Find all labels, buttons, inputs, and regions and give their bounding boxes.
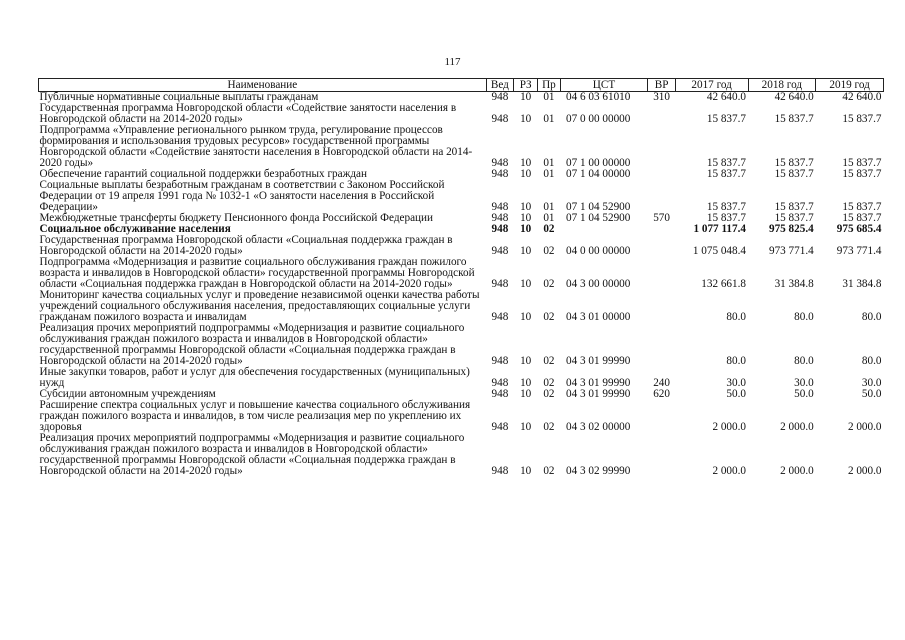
- cell-2019: 2 000.0: [847, 465, 882, 477]
- cell-name: Реализация прочих мероприятий подпрограммы «Модернизация и развитие социального обслуживания граждан пожилого возраста и инвалидов в Новгородской области» государственной программы Новгородской области «Социальная поддержка граждан в Новгородской области на 2014-2020 годы»: [39, 432, 465, 477]
- cell-2017: 30.0: [726, 377, 746, 389]
- header-name: Наименование: [39, 79, 487, 92]
- cell-rz: 10: [520, 377, 532, 389]
- cell-2019: 80.0: [861, 355, 882, 367]
- cell-2017: 42 640.0: [706, 91, 746, 103]
- cell-ved: 948: [491, 212, 509, 224]
- cell-cst: 04 6 03 61010: [566, 91, 631, 103]
- cell-cst: 07 1 04 52900: [566, 201, 631, 213]
- header-vr: ВР: [648, 79, 675, 92]
- cell-rz: 10: [520, 311, 532, 323]
- cell-ved: 948: [491, 278, 509, 290]
- cell-vr: [648, 169, 675, 180]
- cell-2019: 80.0: [861, 311, 882, 323]
- cell-2019: 15 837.7: [842, 168, 882, 180]
- table-body: [39, 92, 884, 478]
- table-row: [39, 235, 884, 257]
- cell-rz: 10: [520, 245, 532, 257]
- cell-2019: 15 837.7: [842, 212, 882, 224]
- cell-pr: 02: [543, 355, 555, 367]
- cell-ved: 948: [491, 157, 509, 169]
- cell-cst: 04 3 01 99990: [566, 355, 631, 367]
- cell-cst: 04 3 00 00000: [566, 278, 631, 290]
- cell-pr: 02: [543, 388, 555, 400]
- cell-2017: 1 075 048.4: [692, 245, 746, 257]
- cell-name: Социальные выплаты безработным гражданам в соответствии с Законом Российской Федерации от 19 апреля 1991 года № 1032-1 «О занятости населения в Российской Федерации»: [39, 179, 445, 213]
- cell-2018: 80.0: [794, 311, 814, 323]
- cell-rz: 10: [520, 421, 532, 433]
- cell-2018: 15 837.7: [774, 201, 814, 213]
- cell-ved: 948: [491, 223, 509, 235]
- cell-cst: 07 1 00 00000: [566, 157, 631, 169]
- cell-pr: 01: [543, 201, 555, 213]
- cell-2017: 2 000.0: [712, 465, 746, 477]
- cell-cst: 04 3 01 00000: [566, 311, 631, 323]
- cell-vr: [648, 103, 675, 125]
- cell-vr: 310: [653, 91, 670, 103]
- cell-2017: 15 837.7: [706, 212, 746, 224]
- cell-2018: 50.0: [794, 388, 814, 400]
- cell-2019: 2 000.0: [847, 421, 882, 433]
- cell-pr: 02: [543, 223, 555, 235]
- budget-table: [38, 78, 884, 477]
- cell-2019: 975 685.4: [836, 223, 882, 235]
- cell-rz: 10: [520, 388, 532, 400]
- cell-pr: 01: [543, 212, 555, 224]
- header-pr: Пр: [538, 79, 560, 92]
- cell-vr: [648, 180, 675, 213]
- table-row: [39, 367, 884, 389]
- table-row: [39, 257, 884, 290]
- cell-2018: 2 000.0: [780, 465, 814, 477]
- cell-pr: 01: [543, 157, 555, 169]
- cell-name: Обеспечение гарантий социальной поддержки безработных граждан: [39, 168, 367, 180]
- cell-cst: 04 0 00 00000: [566, 245, 631, 257]
- table-row: [39, 400, 884, 433]
- cell-name: Иные закупки товаров, работ и услуг для обеспечения государственных (муниципальных) нужд: [39, 366, 470, 389]
- cell-2018: 973 771.4: [768, 245, 814, 257]
- cell-pr: 02: [543, 377, 555, 389]
- cell-rz: 10: [520, 201, 532, 213]
- cell-pr: 01: [543, 168, 555, 180]
- cell-name: Подпрограмма «Модернизация и развитие социального обслуживания граждан пожилого возраста и инвалидов в Новгородской области» государственной программы Новгородской области «Социальная поддержка граждан в Новгородской области на 2014-2020 годы»: [39, 256, 475, 290]
- cell-rz: 10: [520, 223, 532, 235]
- cell-2017: 15 837.7: [706, 157, 746, 169]
- cell-name: Субсидии автономным учреждениям: [39, 388, 216, 400]
- page-number: 117: [444, 56, 461, 68]
- cell-2018: 31 384.8: [774, 278, 814, 290]
- header-rz: РЗ: [514, 79, 538, 92]
- cell-2017: 15 837.7: [706, 168, 746, 180]
- cell-name: Мониторинг качества социальных услуг и проведение независимой оценки качества работы учреждений социального обслуживания населения, предоставляющих социальные услуги гражданам пожилого возраста и инвалидам: [39, 289, 480, 323]
- cell-ved: 948: [491, 377, 509, 389]
- cell-2017: 80.0: [726, 311, 746, 323]
- cell-2019: 15 837.7: [842, 201, 882, 213]
- cell-vr: 240: [653, 377, 670, 389]
- cell-pr: 02: [543, 278, 555, 290]
- cell-ved: 948: [491, 201, 509, 213]
- cell-2018: 2 000.0: [780, 421, 814, 433]
- cell-vr: 570: [653, 212, 670, 224]
- cell-vr: [648, 257, 675, 290]
- cell-pr: 02: [543, 465, 555, 477]
- table-row: [39, 290, 884, 323]
- cell-ved: 948: [491, 355, 509, 367]
- cell-name: Социальное обслуживание населения: [39, 223, 231, 235]
- cell-ved: 948: [491, 421, 509, 433]
- cell-2018: 15 837.7: [774, 113, 814, 125]
- cell-vr: [648, 235, 675, 257]
- header-cst: ЦСТ: [560, 79, 648, 92]
- cell-2017: 15 837.7: [706, 201, 746, 213]
- header-2019: 2019 год: [816, 79, 884, 92]
- cell-cst: 04 3 01 99990: [566, 377, 631, 389]
- cell-rz: 10: [520, 278, 532, 290]
- cell-ved: 948: [491, 168, 509, 180]
- cell-2017: 50.0: [726, 388, 746, 400]
- cell-cst: 07 1 04 00000: [566, 168, 631, 180]
- cell-cst: [560, 224, 648, 235]
- cell-2018: 15 837.7: [774, 157, 814, 169]
- cell-vr: [648, 290, 675, 323]
- cell-2018: 975 825.4: [768, 223, 814, 235]
- cell-pr: 01: [543, 113, 555, 125]
- table-row: [39, 433, 884, 477]
- header-2017: 2017 год: [675, 79, 748, 92]
- cell-cst: 04 3 02 99990: [566, 465, 631, 477]
- cell-2018: 15 837.7: [774, 168, 814, 180]
- cell-name: Государственная программа Новгородской области «Социальная поддержка граждан в Новгородской области на 2014-2020 годы»: [39, 234, 453, 257]
- cell-rz: 10: [520, 91, 532, 103]
- cell-ved: 948: [491, 388, 509, 400]
- cell-2017: 15 837.7: [706, 113, 746, 125]
- table-row: [39, 323, 884, 367]
- cell-2017: 80.0: [726, 355, 746, 367]
- cell-pr: 02: [543, 311, 555, 323]
- cell-2019: 15 837.7: [842, 157, 882, 169]
- cell-name: Государственная программа Новгородской области «Содействие занятости населения в Новгородской области на 2014-2020 годы»: [39, 102, 457, 125]
- cell-2018: 42 640.0: [774, 91, 814, 103]
- cell-2018: 15 837.7: [774, 212, 814, 224]
- cell-rz: 10: [520, 465, 532, 477]
- cell-pr: 02: [543, 245, 555, 257]
- cell-vr: [648, 224, 675, 235]
- table-row: [39, 103, 884, 125]
- cell-2019: 30.0: [861, 377, 882, 389]
- cell-rz: 10: [520, 212, 532, 224]
- cell-rz: 10: [520, 355, 532, 367]
- cell-name: Подпрограмма «Управление регионального рынком труда, регулирование процессов формирования и использования трудовых ресурсов» государственной программы Новгородской области «Содействие занятости населения в Новгородской области на 2014-2020 годы»: [39, 124, 473, 169]
- cell-2018: 30.0: [794, 377, 814, 389]
- cell-vr: [648, 433, 675, 477]
- cell-2017: 1 077 117.4: [693, 223, 746, 235]
- cell-vr: [648, 125, 675, 169]
- cell-2019: 15 837.7: [842, 113, 882, 125]
- cell-vr: [648, 323, 675, 367]
- cell-rz: 10: [520, 113, 532, 125]
- cell-cst: 07 1 04 52900: [566, 212, 631, 224]
- cell-rz: 10: [520, 157, 532, 169]
- cell-2017: 2 000.0: [712, 421, 746, 433]
- cell-name: Межбюджетные трансферты бюджету Пенсионного фонда Российской Федерации: [39, 212, 434, 224]
- table-row: [39, 180, 884, 213]
- cell-rz: 10: [520, 168, 532, 180]
- cell-name: Реализация прочих мероприятий подпрограммы «Модернизация и развитие социального обслуживания граждан пожилого возраста и инвалидов в Новгородской области» государственной программы Новгородской области «Социальная поддержка граждан в Новгородской области на 2014-2020 годы»: [39, 322, 465, 367]
- cell-2019: 42 640.0: [842, 91, 882, 103]
- cell-2018: 80.0: [794, 355, 814, 367]
- cell-2019: 50.0: [861, 388, 882, 400]
- cell-ved: 948: [491, 311, 509, 323]
- cell-pr: 02: [543, 421, 555, 433]
- cell-cst: 07 0 00 00000: [566, 113, 631, 125]
- cell-cst: 04 3 02 00000: [566, 421, 631, 433]
- header-2018: 2018 год: [748, 79, 816, 92]
- cell-ved: 948: [491, 465, 509, 477]
- table-header-row: [39, 79, 884, 92]
- table-row: [39, 125, 884, 169]
- cell-ved: 948: [491, 91, 509, 103]
- cell-vr: 620: [653, 388, 670, 400]
- cell-ved: 948: [491, 113, 509, 125]
- cell-2019: 973 771.4: [836, 245, 882, 257]
- cell-vr: [648, 400, 675, 433]
- cell-2019: 31 384.8: [842, 278, 882, 290]
- cell-cst: 04 3 01 99990: [566, 388, 631, 400]
- cell-name: Публичные нормативные социальные выплаты гражданам: [39, 91, 319, 103]
- cell-ved: 948: [491, 245, 509, 257]
- cell-pr: 01: [543, 91, 555, 103]
- header-ved: Вед: [486, 79, 513, 92]
- cell-2017: 132 661.8: [701, 278, 746, 290]
- cell-name: Расширение спектра социальных услуг и повышение качества социального обслуживания граждан пожилого возраста и инвалидов, в том числе реализация мер по укреплению их здоровья: [39, 399, 471, 433]
